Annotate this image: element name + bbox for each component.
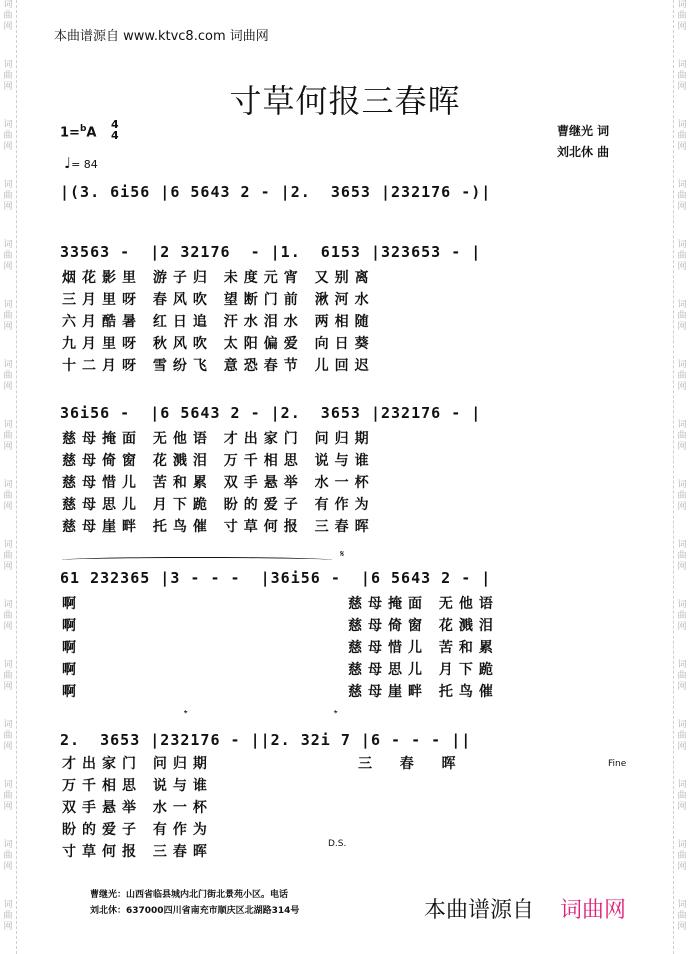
notation-line: 2. 3653 |232176 - ||2. 32i 7 |6 - - - ||: [60, 731, 472, 749]
lyric-verse-3: 慈母惜儿 苦和累 双手悬举 水一杯: [62, 475, 375, 491]
left-watermark-strip: [0, 0, 17, 954]
notation-line: |(3. 6i56 |6 5643 2 - |2. 3653 |232176 -)|: [60, 183, 492, 201]
side-watermark: 词 曲 网: [3, 600, 13, 632]
brand-text: 本曲谱源自: [424, 898, 535, 923]
lyric-right-5: 慈母崖畔 托鸟催: [348, 684, 499, 700]
side-watermark: 词 曲 网: [3, 720, 13, 752]
lyric-verse-1: 烟花影里 游子归 未度元宵 又别离: [62, 270, 375, 286]
time-signature: 4 4: [111, 118, 119, 142]
lyric-verse-1: 才出家门 问归期: [62, 756, 213, 772]
side-watermark: 词 曲 网: [677, 720, 687, 752]
lyric-left-3: 啊: [62, 640, 82, 656]
coda-sign-1: 𝄌: [184, 709, 188, 720]
side-watermark: 词 曲 网: [3, 780, 13, 812]
lyric-verse-4: 盼的爱子 有作为: [62, 822, 213, 838]
side-watermark: 词 曲 网: [3, 120, 13, 152]
lyric-left-1: 啊: [62, 596, 82, 612]
lyric-verse-2: 慈母倚窗 花溅泪 万千相思 说与谁: [62, 453, 375, 469]
coda-sign-2: 𝄌: [334, 709, 338, 720]
notation-line: 33563 - |2 32176 - |1. 6153 |323653 - |: [60, 243, 482, 261]
lyric-verse-1: 慈母掩面 无他语 才出家门 问归期: [62, 431, 375, 447]
brand-logo-text: 词曲网: [560, 898, 627, 923]
side-watermark: 词 曲 网: [677, 60, 687, 92]
side-watermark: 词 曲 网: [3, 60, 13, 92]
side-watermark: 词 曲 网: [3, 300, 13, 332]
side-watermark: 词 曲 网: [677, 120, 687, 152]
coda-lyric: 三 春 晖: [358, 756, 462, 772]
notation-line: 61 232365 |3 - - - |36i56 - |6 5643 2 - |: [60, 569, 492, 587]
lyric-verse-3: 六月酷暑 红日追 汗水泪水 两相随: [62, 314, 375, 330]
side-watermark: 词 曲 网: [677, 600, 687, 632]
side-watermark: 词 曲 网: [677, 180, 687, 212]
tempo-marking: ♩= 84: [64, 154, 98, 172]
lyric-right-1: 慈母掩面 无他语: [348, 596, 499, 612]
lyric-left-4: 啊: [62, 662, 82, 678]
lyric-right-3: 慈母惜儿 苦和累: [348, 640, 499, 656]
side-watermark: 词 曲 网: [677, 660, 687, 692]
notation-line: 36i56 - |6 5643 2 - |2. 3653 |232176 - |: [60, 404, 482, 422]
side-watermark: 词 曲 网: [677, 840, 687, 872]
lyric-verse-5: 十二月呀 雪纷飞 意恐春节 儿回迟: [62, 358, 375, 374]
side-watermark: 词 曲 网: [3, 900, 13, 932]
lyricist-credit: 曹继光 词: [557, 124, 610, 138]
lyricist-address: 曹继光：山西省临县城内北门街北景苑小区。电话: [90, 890, 289, 900]
side-watermark: 词 曲 网: [3, 240, 13, 272]
side-watermark: 词 曲 网: [3, 480, 13, 512]
key-signature: 1=$^b$A: [60, 124, 97, 141]
side-watermark: 词 曲 网: [3, 360, 13, 392]
ds-mark: D.S.: [328, 839, 347, 849]
side-watermark: 词 曲 网: [677, 480, 687, 512]
side-watermark: 词 曲 网: [677, 540, 687, 572]
song-title: 寸草何报三春晖: [229, 82, 461, 120]
fine-mark: Fine: [608, 759, 627, 769]
lyric-left-2: 啊: [62, 618, 82, 634]
side-watermark: 词 曲 网: [3, 840, 13, 872]
lyric-verse-2: 万千相思 说与谁: [62, 778, 213, 794]
side-watermark: 词 曲 网: [677, 0, 687, 32]
phrase-slur: [62, 557, 332, 563]
lyric-verse-5: 慈母崖畔 托鸟催 寸草何报 三春晖: [62, 519, 375, 535]
side-watermark: 词 曲 网: [677, 900, 687, 932]
side-watermark: 词 曲 网: [3, 420, 13, 452]
side-watermark: 词 曲 网: [3, 660, 13, 692]
side-watermark: 词 曲 网: [677, 300, 687, 332]
side-watermark: 词 曲 网: [3, 180, 13, 212]
lyric-right-4: 慈母思儿 月下跪: [348, 662, 499, 678]
right-watermark-strip: [673, 0, 690, 954]
side-watermark: 词 曲 网: [3, 540, 13, 572]
lyric-right-2: 慈母倚窗 花溅泪: [348, 618, 499, 634]
lyric-verse-4: 慈母思儿 月下跪 盼的爱子 有作为: [62, 497, 375, 513]
lyric-verse-3: 双手悬举 水一杯: [62, 800, 213, 816]
lyric-verse-4: 九月里呀 秋风吹 太阳偏爱 向日葵: [62, 336, 375, 352]
side-watermark: 词 曲 网: [3, 0, 13, 32]
side-watermark: 词 曲 网: [677, 360, 687, 392]
lyric-left-5: 啊: [62, 684, 82, 700]
side-watermark: 词 曲 网: [677, 240, 687, 272]
composer-address: 刘北休：637000四川省南充市顺庆区北湖路314号: [90, 906, 300, 916]
lyric-verse-2: 三月里呀 春风吹 望断门前 湫河水: [62, 292, 375, 308]
side-watermark: 词 曲 网: [677, 780, 687, 812]
source-header: 本曲谱源自 www.ktvc8.com 词曲网: [54, 29, 269, 44]
lyric-verse-5: 寸草何报 三春晖: [62, 844, 213, 860]
segno-sign: 𝄋: [340, 549, 345, 560]
side-watermark: 词 曲 网: [677, 420, 687, 452]
composer-credit: 刘北休 曲: [557, 145, 610, 159]
